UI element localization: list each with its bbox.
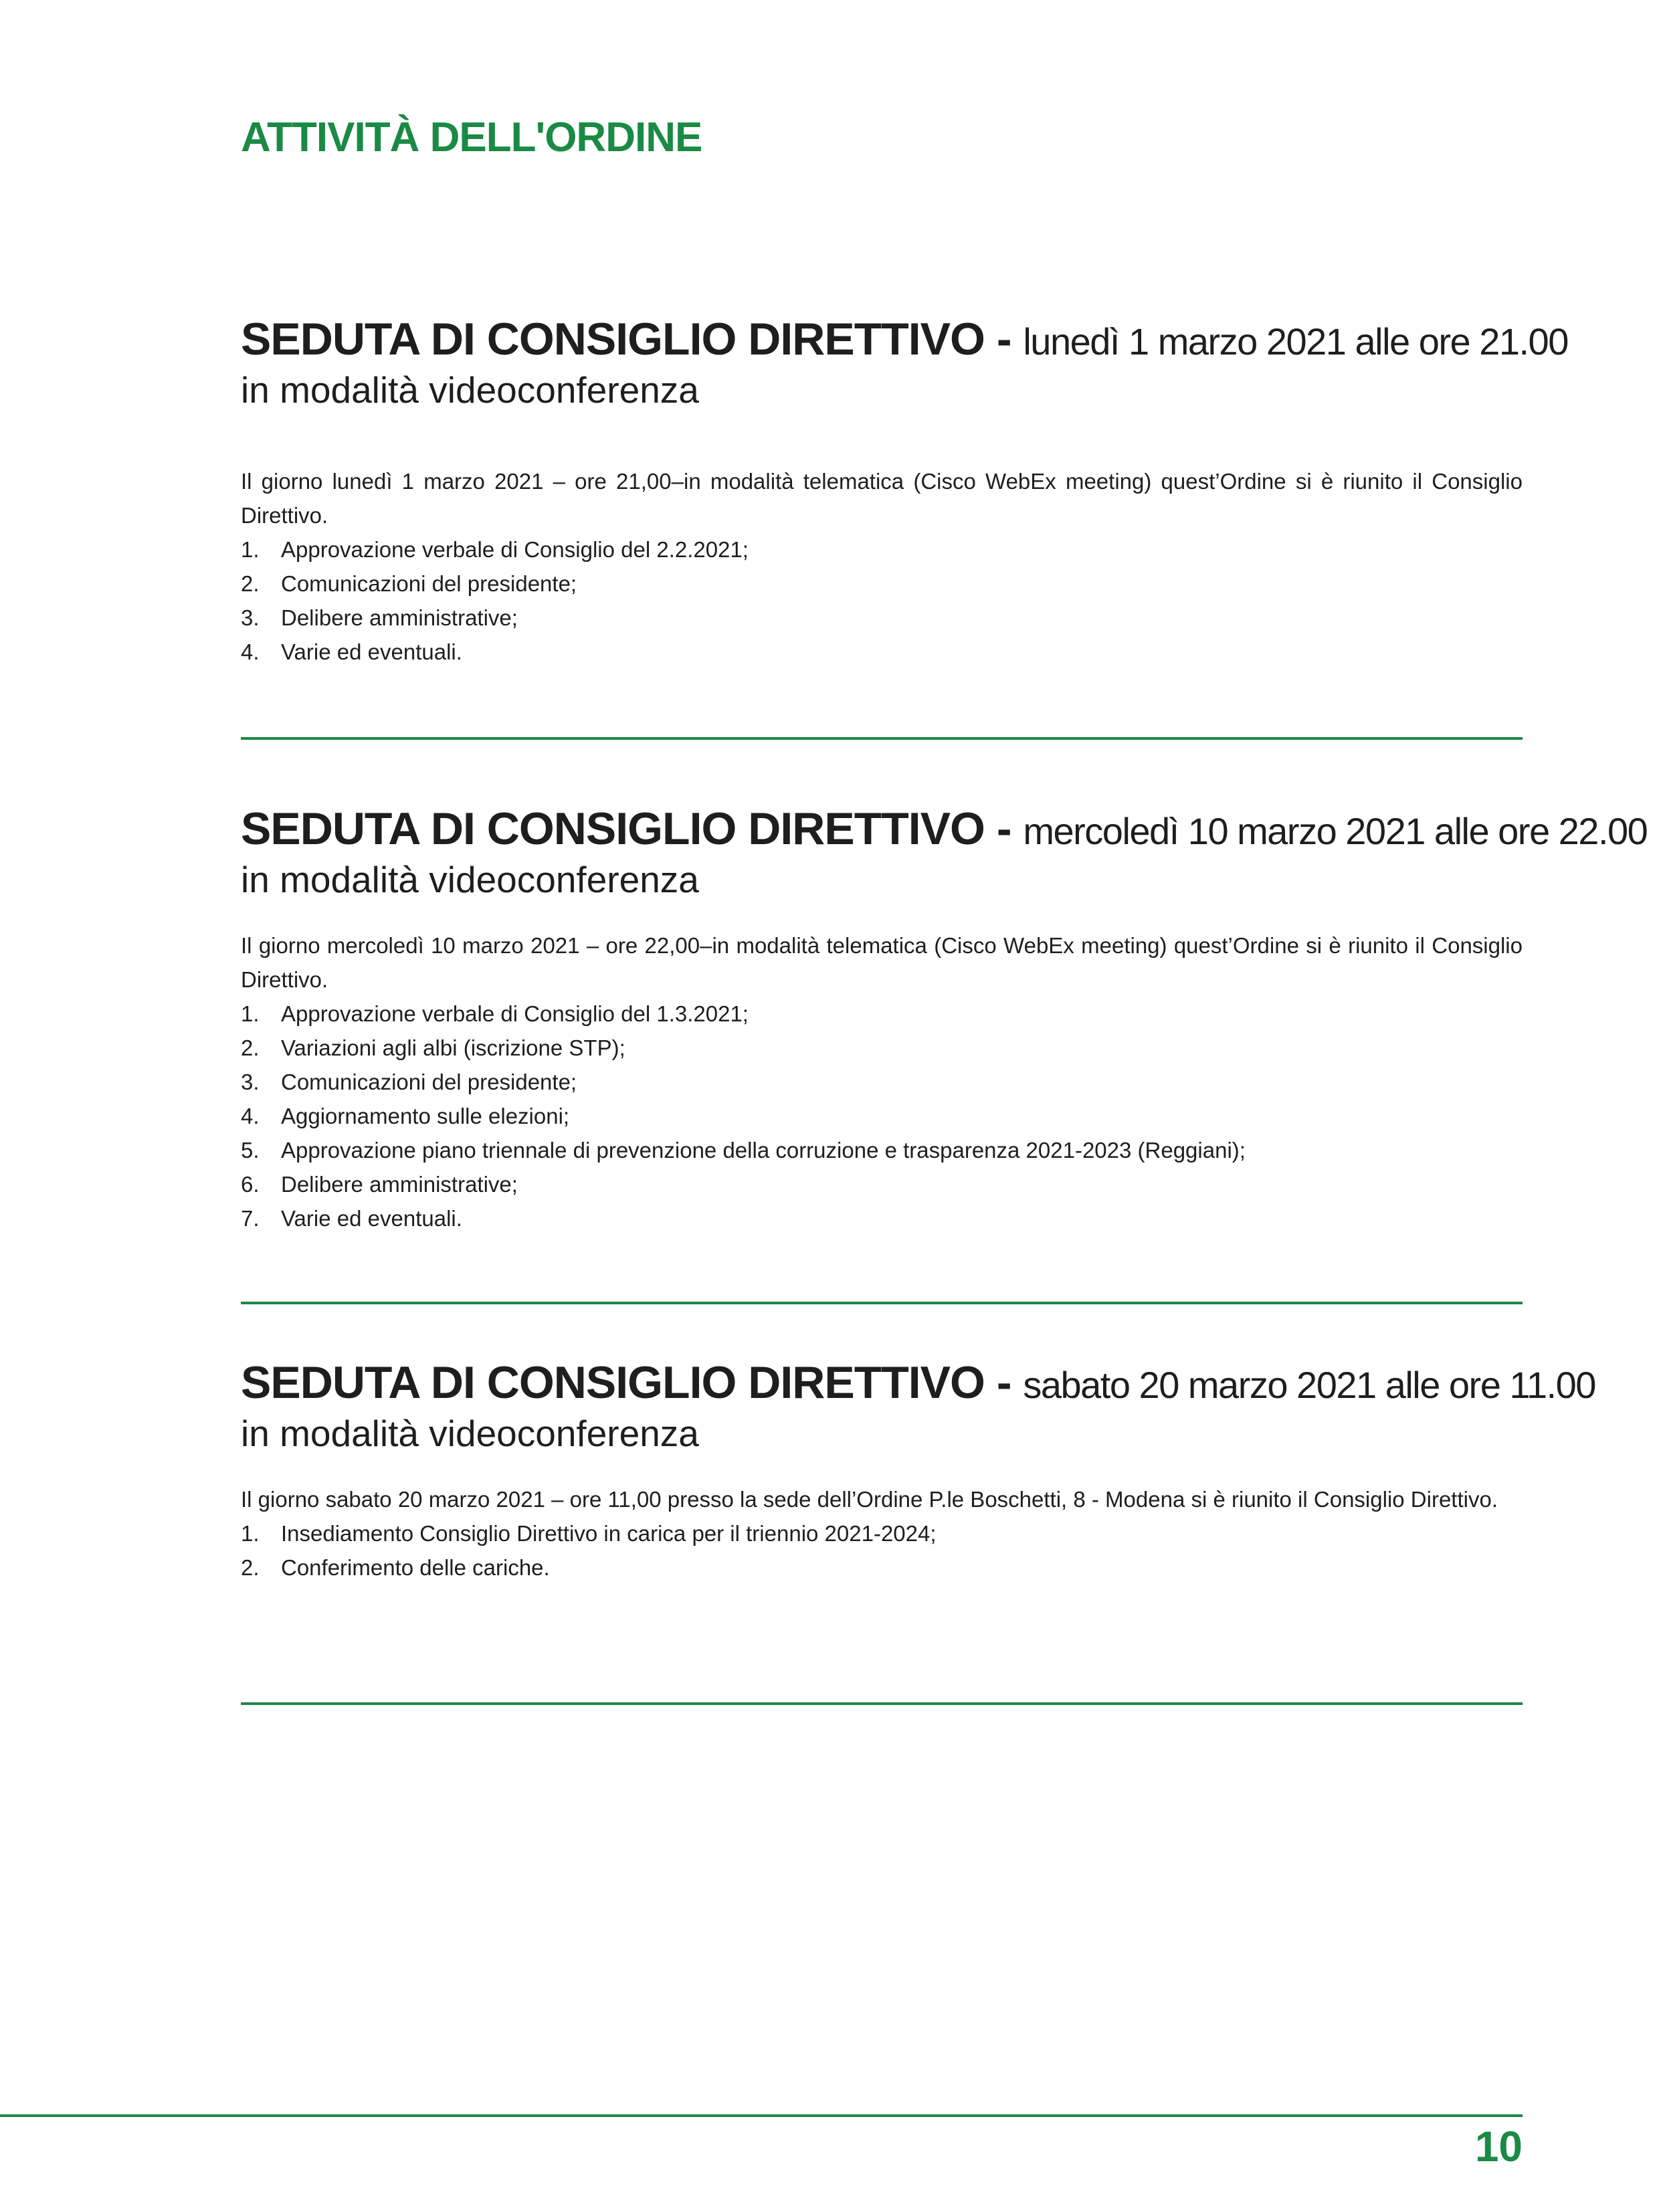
agenda-item-number: 4. (241, 1104, 260, 1129)
agenda-item (241, 1201, 1523, 1235)
meeting-title-main: SEDUTA DI CONSIGLIO DIRETTIVO - (241, 314, 1023, 365)
footer-divider (0, 2114, 1523, 2117)
agenda-item (241, 1133, 1523, 1167)
agenda-item-number: 2. (241, 1035, 260, 1061)
agenda-item (241, 1550, 1523, 1585)
meeting-section (241, 1356, 1595, 1585)
agenda-item-text: Delibere amministrative; (281, 1172, 518, 1197)
meeting-intro: Il giorno mercoledì 10 marzo 2021 – ore 22,00–in modalità telematica (Cisco WebEx meeting) quest’Ordine si è riunito il Consiglio Direttivo. (241, 933, 1523, 993)
meeting-mode: in modalità videoconferenza (241, 859, 699, 901)
meeting-date: lunedì 1 marzo 2021 alle ore 21.00 (1023, 320, 1568, 363)
agenda-item (241, 1167, 1523, 1201)
agenda-item-text: Conferimento delle cariche. (281, 1555, 550, 1581)
meeting-mode: in modalità videoconferenza (241, 1413, 699, 1455)
agenda-item-number: 5. (241, 1138, 260, 1163)
meeting-intro: Il giorno sabato 20 marzo 2021 – ore 11,00 presso la sede dell’Ordine P.le Boschetti, 8 - Modena si è riunito il Consiglio Direttivo. (241, 1487, 1498, 1512)
agenda-item-number: 6. (241, 1172, 260, 1197)
agenda-item-text: Approvazione verbale di Consiglio del 1.3.2021; (281, 1001, 749, 1027)
agenda-item (241, 635, 1523, 669)
meeting-date: mercoledì 10 marzo 2021 alle ore 22.00 (1023, 810, 1648, 852)
agenda-item-number: 4. (241, 639, 260, 665)
agenda-list (241, 997, 1523, 1235)
agenda-item-text: Varie ed eventuali. (281, 1206, 462, 1231)
agenda-item-number: 7. (241, 1206, 260, 1231)
page-number: 10 (1474, 2122, 1523, 2171)
meeting-section (241, 313, 1568, 669)
meeting-intro: Il giorno lunedì 1 marzo 2021 – ore 21,00–in modalità telematica (Cisco WebEx meeting) quest’Ordine si è riunito il Consiglio Direttivo. (241, 469, 1523, 528)
agenda-item-text: Delibere amministrative; (281, 605, 518, 631)
agenda-item-text: Insediamento Consiglio Direttivo in carica per il triennio 2021-2024; (281, 1521, 937, 1546)
agenda-item (241, 1099, 1523, 1133)
agenda-list (241, 1516, 1523, 1585)
agenda-item (241, 997, 1523, 1031)
agenda-item-text: Variazioni agli albi (iscrizione STP); (281, 1035, 625, 1061)
agenda-item (241, 567, 1523, 601)
meeting-mode: in modalità videoconferenza (241, 369, 699, 411)
agenda-item-text: Approvazione verbale di Consiglio del 2.2.2021; (281, 537, 749, 563)
agenda-item-text: Comunicazioni del presidente; (281, 571, 577, 597)
agenda-item-number: 1. (241, 1001, 260, 1027)
section-divider (241, 737, 1523, 740)
meeting-date: sabato 20 marzo 2021 alle ore 11.00 (1023, 1364, 1595, 1406)
agenda-item-text: Comunicazioni del presidente; (281, 1070, 577, 1095)
meeting-title (241, 803, 1648, 855)
agenda-item (241, 1516, 1523, 1550)
agenda-item (241, 1031, 1523, 1065)
meeting-title (241, 313, 1568, 365)
agenda-item-number: 1. (241, 1521, 260, 1546)
agenda-item-text: Varie ed eventuali. (281, 639, 462, 665)
agenda-item-text: Approvazione piano triennale di prevenzione della corruzione e trasparenza 2021-2023 (Reggiani); (281, 1138, 1246, 1163)
section-divider (241, 1702, 1523, 1705)
agenda-item-number: 2. (241, 571, 260, 597)
agenda-item-number: 1. (241, 537, 260, 563)
agenda-item-number: 2. (241, 1555, 260, 1581)
section-title: ATTIVITÀ DELL'ORDINE (241, 114, 702, 161)
agenda-item (241, 1065, 1523, 1099)
agenda-item (241, 532, 1523, 567)
meeting-title (241, 1356, 1595, 1409)
agenda-item-text: Aggiornamento sulle elezioni; (281, 1104, 570, 1129)
agenda-item-number: 3. (241, 1070, 260, 1095)
section-divider (241, 1302, 1523, 1304)
agenda-list (241, 532, 1523, 669)
meeting-section (241, 803, 1648, 1235)
meeting-title-main: SEDUTA DI CONSIGLIO DIRETTIVO - (241, 803, 1023, 854)
agenda-item (241, 601, 1523, 635)
agenda-item-number: 3. (241, 605, 260, 631)
meeting-title-main: SEDUTA DI CONSIGLIO DIRETTIVO - (241, 1357, 1023, 1408)
